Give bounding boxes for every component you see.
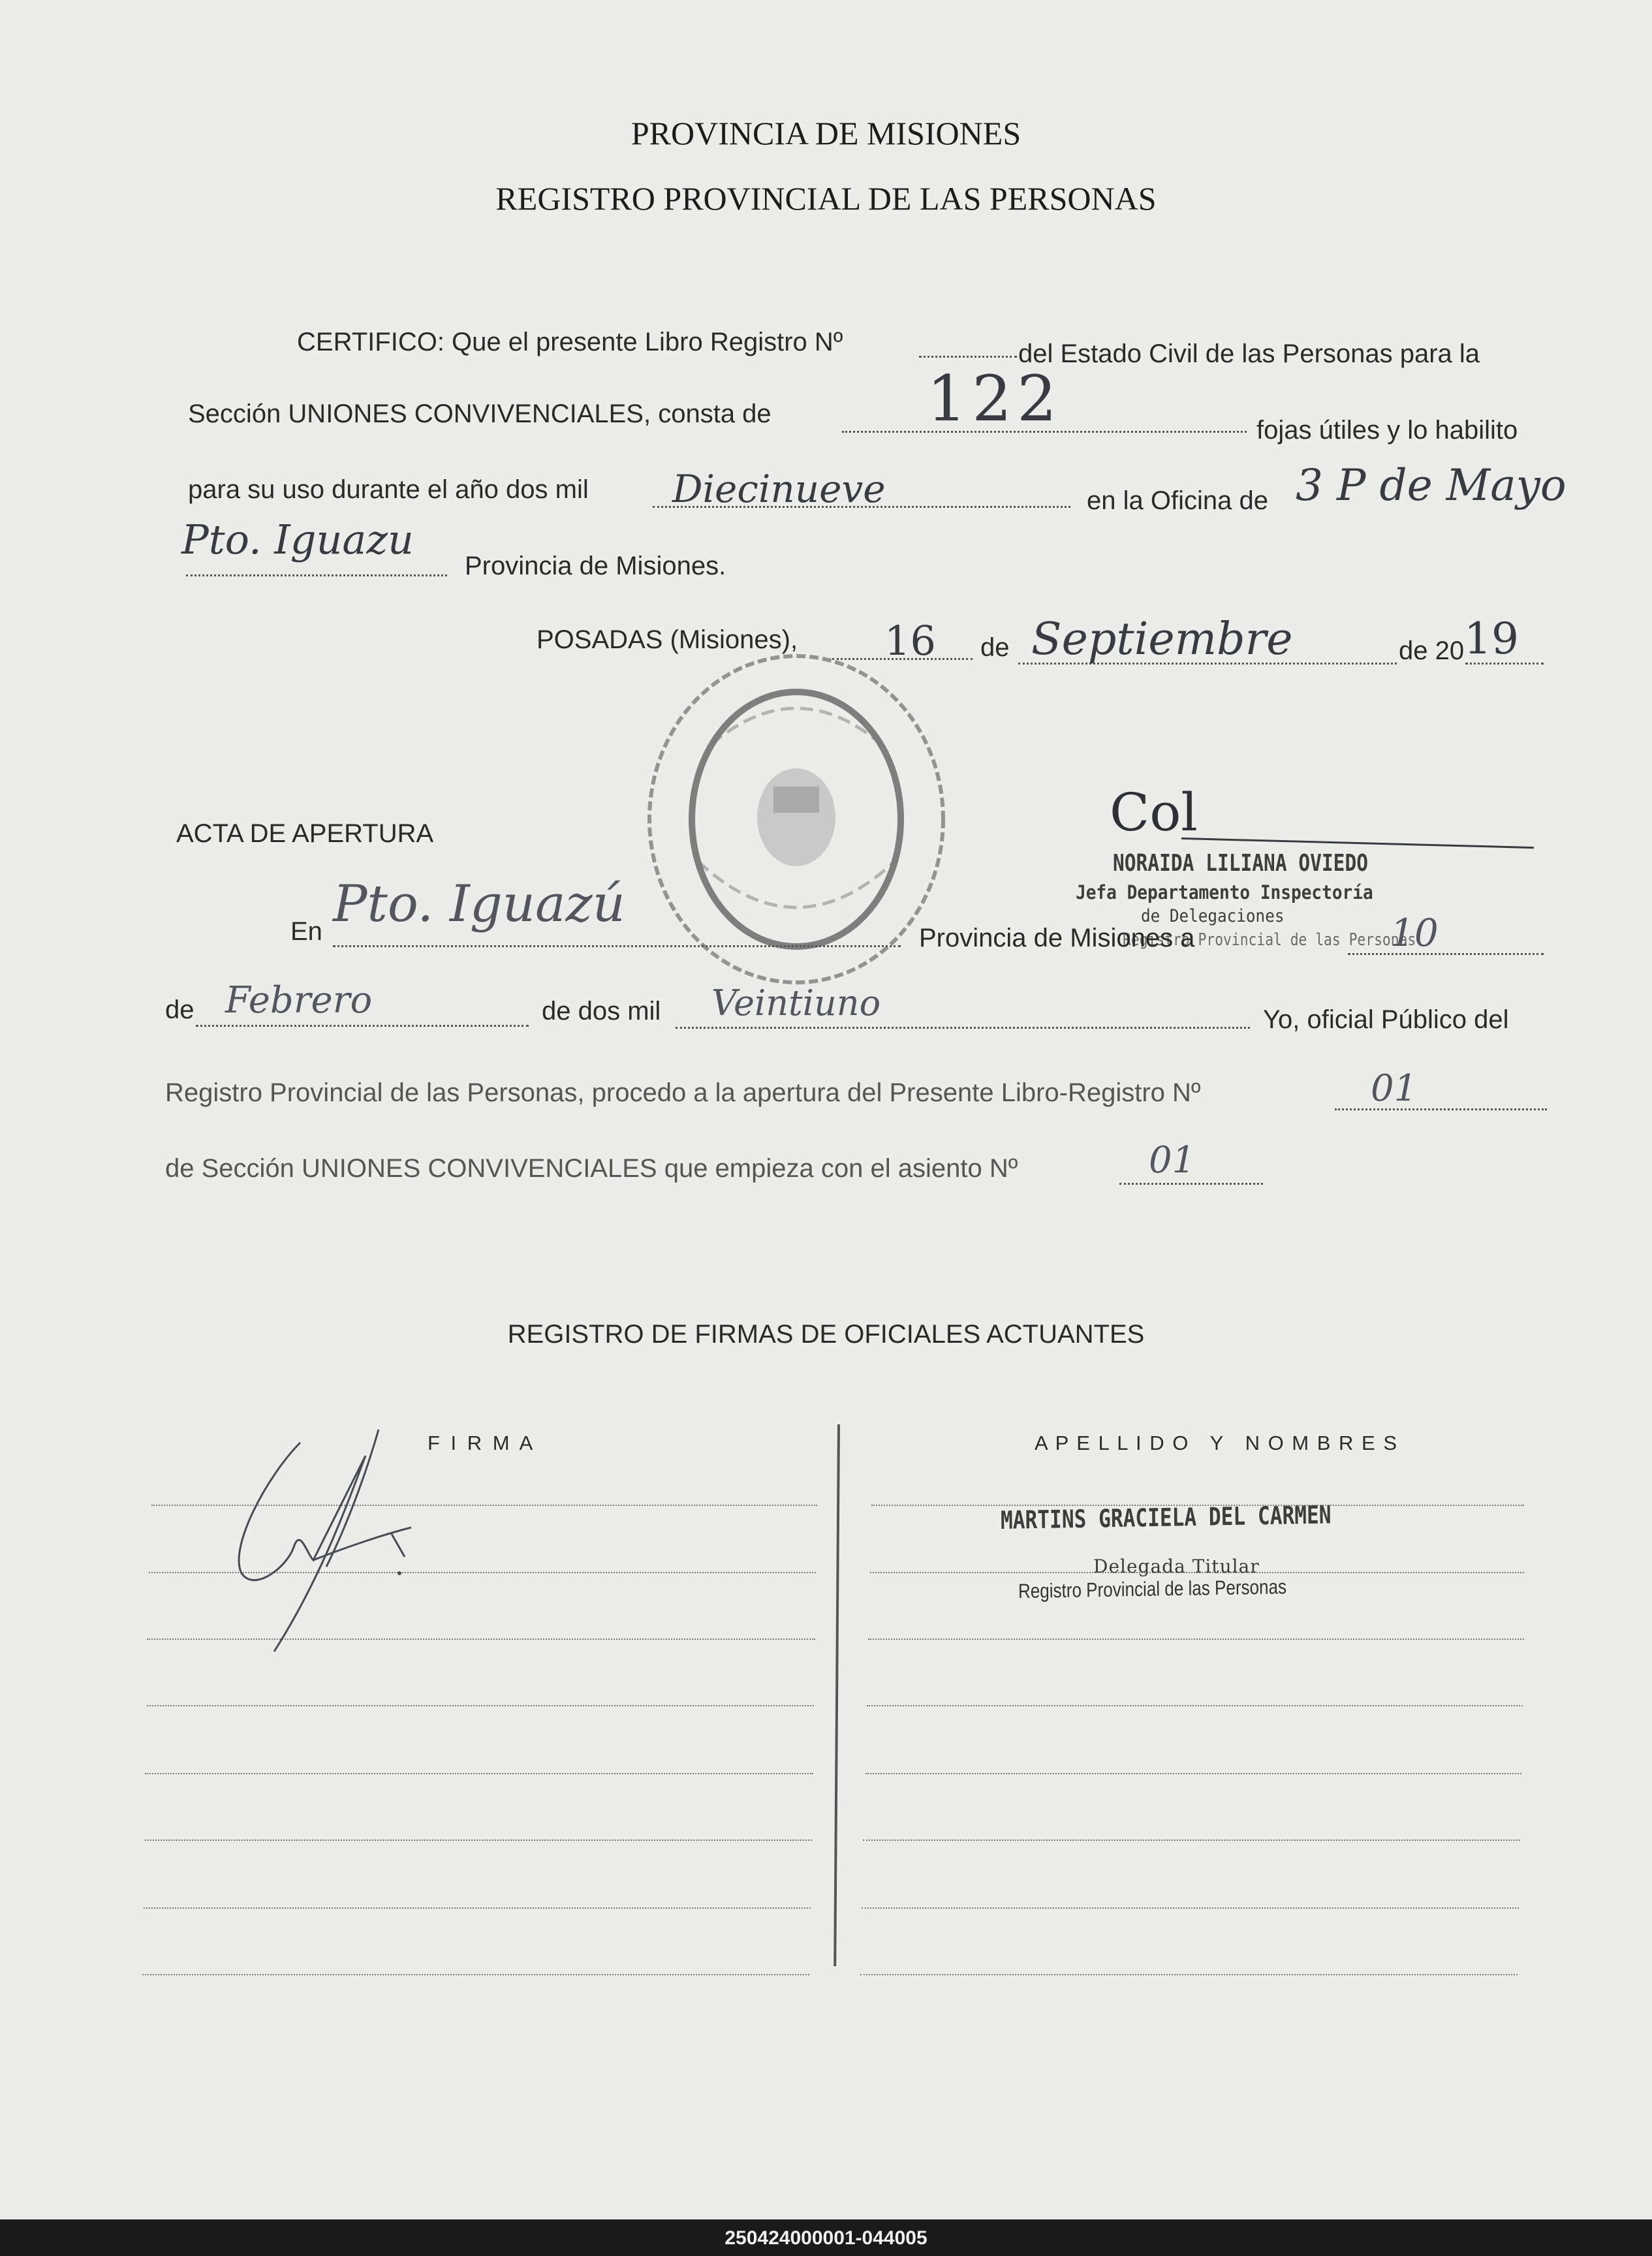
cert-year-pre: de 20 bbox=[1399, 636, 1465, 665]
cert-year-handwritten: Diecinueve bbox=[672, 467, 886, 511]
cert-line2-pre: Sección UNIONES CONVIVENCIALES, consta de bbox=[188, 400, 771, 428]
sig-entry-role: Delegada Titular bbox=[1093, 1556, 1260, 1577]
cert-line1-post: del Estado Civil de las Personas para la bbox=[1018, 339, 1480, 368]
sig-line-right-7 bbox=[862, 1907, 1519, 1909]
sig-line-left-5 bbox=[145, 1773, 813, 1774]
cert-line3-pre: para su uso durante el año dos mil bbox=[188, 475, 589, 504]
apertura-year-blank bbox=[676, 1027, 1250, 1029]
sig-line-right-4 bbox=[867, 1705, 1523, 1706]
apertura-de: de bbox=[165, 995, 195, 1024]
signatures-title: REGISTRO DE FIRMAS DE OFICIALES ACTUANTES bbox=[507, 1320, 1145, 1349]
cert-line4-post: Provincia de Misiones. bbox=[465, 552, 726, 580]
cert-office-handwritten-2: Pto. Iguazu bbox=[181, 516, 414, 563]
sig-line-right-5 bbox=[865, 1773, 1521, 1774]
cert-office-blank bbox=[186, 574, 447, 576]
apertura-month-handwritten: Febrero bbox=[225, 979, 373, 1022]
cert-folios-handwritten: 122 bbox=[927, 362, 1063, 435]
sig-line-right-3 bbox=[868, 1638, 1524, 1640]
apertura-line4: de Sección UNIONES CONVIVENCIALES que empieza con el asiento Nº bbox=[165, 1154, 1018, 1183]
apertura-place-blank bbox=[333, 945, 901, 947]
cert-line3-mid: en la Oficina de bbox=[1087, 486, 1268, 515]
sig-line-right-6 bbox=[863, 1840, 1520, 1841]
cert-line2-post: fojas útiles y lo habilito bbox=[1256, 416, 1518, 445]
cert-line1-pre: CERTIFICO: Que el presente Libro Registro Nº bbox=[297, 328, 843, 356]
apertura-en: En bbox=[290, 917, 322, 946]
sig-line-left-7 bbox=[144, 1907, 811, 1909]
stamp-name: NORAIDA LILIANA OVIEDO bbox=[1113, 850, 1368, 877]
header-registry: REGISTRO PROVINCIAL DE LAS PERSONAS bbox=[495, 180, 1157, 217]
signatures-col-nombres: A P E L L I D O Y N O M B R E S bbox=[1035, 1432, 1398, 1454]
document-footer-bar bbox=[0, 2219, 1652, 2256]
sig-entry-org: Registro Provincial de las Personas bbox=[1018, 1575, 1287, 1603]
apertura-province-text: Provincia de Misiones a bbox=[919, 924, 1195, 952]
cert-place-pre: POSADAS (Misiones), bbox=[537, 625, 798, 654]
apertura-line3: Registro Provincial de las Personas, procedo a la apertura del Presente Libro-Registro Nº bbox=[165, 1078, 1201, 1107]
cert-year-suffix-blank bbox=[1465, 663, 1544, 665]
header-province: PROVINCIA DE MISIONES bbox=[631, 115, 1021, 151]
official-seal bbox=[640, 646, 953, 992]
cert-office-handwritten: 3 P de Mayo bbox=[1296, 460, 1566, 510]
stamp-initials-handwritten: Col bbox=[1110, 782, 1198, 843]
apertura-officer-text: Yo, oficial Público del bbox=[1263, 1005, 1509, 1034]
sig-line-left-6 bbox=[145, 1840, 812, 1841]
sig-line-left-4 bbox=[147, 1705, 814, 1706]
apertura-entry-handwritten: 01 bbox=[1149, 1139, 1196, 1182]
cert-month-handwritten: Septiembre bbox=[1031, 614, 1293, 665]
cert-book-blank bbox=[919, 356, 1017, 358]
handwritten-signature bbox=[215, 1417, 424, 1658]
sig-line-left-8 bbox=[142, 1974, 809, 1975]
sig-line-right-8 bbox=[860, 1974, 1518, 1975]
apertura-day-blank bbox=[1348, 953, 1544, 955]
apertura-book-blank bbox=[1335, 1108, 1547, 1110]
signatures-col-firma: F I R M A bbox=[428, 1432, 536, 1454]
apertura-book-handwritten: 01 bbox=[1371, 1067, 1418, 1110]
apertura-year-handwritten: Veintiuno bbox=[711, 982, 881, 1024]
apertura-month-blank bbox=[196, 1025, 529, 1027]
apertura-entry-blank bbox=[1119, 1183, 1263, 1185]
stamp-title: Jefa Departamento Inspectoría bbox=[1076, 881, 1373, 903]
stamp-dept: de Delegaciones bbox=[1141, 906, 1285, 926]
document-id: 250424000001-044005 bbox=[725, 2227, 927, 2249]
apertura-year-text: de dos mil bbox=[542, 997, 661, 1026]
cert-year-suffix-handwritten: 19 bbox=[1464, 614, 1519, 664]
signatures-divider bbox=[834, 1424, 840, 1966]
cert-day-handwritten: 16 bbox=[884, 617, 936, 665]
stamp-org: Registro Provincial de las Personas bbox=[1123, 930, 1416, 950]
apertura-day-handwritten: 10 bbox=[1390, 911, 1439, 955]
sig-entry-name: MARTINS GRACIELA DEL CARMEN bbox=[1000, 1500, 1332, 1535]
apertura-place-handwritten: Pto. Iguazú bbox=[333, 875, 625, 933]
stamp-signature-stroke bbox=[1181, 838, 1534, 849]
cert-de1: de bbox=[980, 633, 1010, 662]
apertura-title: ACTA DE APERTURA bbox=[176, 819, 434, 848]
